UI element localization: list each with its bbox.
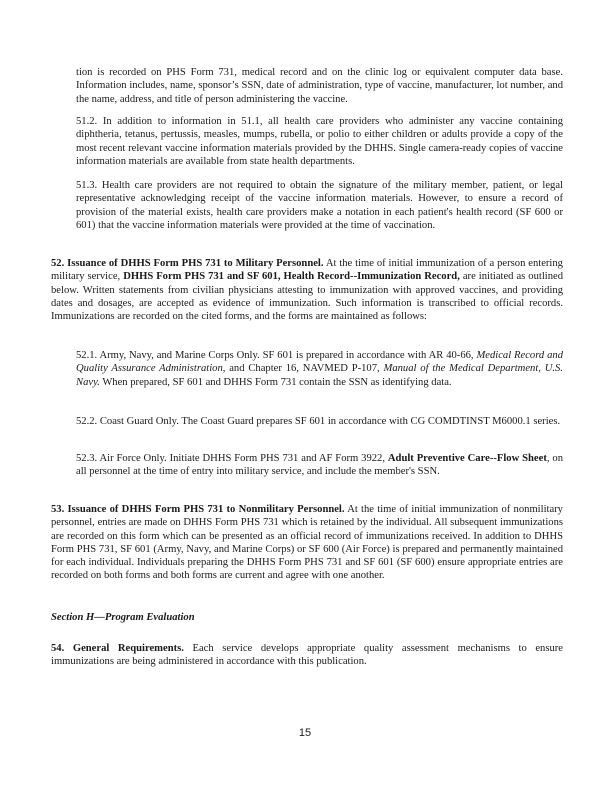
paragraph-heading: 54. General Requirements. [51,643,184,654]
paragraph-text: At the time of initial immunization of nonmilitary personnel, entries are made on DHHS Form PHS 731 which is retained by the individual. All subsequent immunizations are recorded on this form which can be presented as an official record of immunizations received. In addition to DHHS Form PHS 731, SF 601 (Army, Navy, and Marine Corps) or SF 600 (Air Force) is prepared and permanently maintained for each individual. Individuals preparing the DHHS Form PHS 731 and SF 601 (SF 600) ensure appropriate entries are recorded on both forms and both forms are current and agree with one another. [51,504,563,582]
form-name: Adult Preventive Care--Flow Sheet [387,453,547,464]
form-names: DHHS Form PHS 731 and SF 601, Health Record--Immunization Record, [123,271,460,283]
paragraph-51-2 [76,115,563,168]
paragraph-text: are initiated as outlined below. Written statements from civilian physicians attesting to immunization with approved vaccines, and providing dates and dosages, are accepted as evidence of immunization. Such information is transcribed to official records. Immunizations are recorded on the cited forms, and the forms are maintained as follows: [51,271,564,323]
paragraph-heading: 52. Issuance of DHHS Form PHS 731 to Military Personnel. [51,258,324,269]
continuation-paragraph [76,66,563,106]
paragraph-53 [51,503,563,583]
paragraph-text: Coast Guard Only. The Coast Guard prepares SF 601 in accordance with CG COMDTINST M6000.1 series. [99,416,561,427]
paragraph-text: , and Chapter 16, NAVMED P-107, [222,363,380,375]
paragraph-52-3 [76,452,563,479]
paragraph-number: 52.2. [76,416,98,427]
paragraph-text: Army, Navy, and Marine Corps Only. SF 601 is prepared in accordance with AR 40-66, [99,350,474,361]
paragraph-number: 51.2. [76,116,98,127]
paragraph-52 [51,257,563,323]
paragraph-text: When prepared, SF 601 and DHHS Form 731 contain the SSN as identifying data. [102,376,452,388]
paragraph-text: Health care providers are not required to obtain the signature of the military member, patient, or legal representative acknowledging receipt of the vaccine information materials. However, to ensure a record of provision of the material exists, health care providers make a notation in each patient's health record (SF 600 or 601) that the vaccine information materials were provided at the time of vaccination. [76,180,563,231]
paragraph-heading: 53. Issuance of DHHS Form PHS 731 to Nonmilitary Personnel. [51,504,345,515]
paragraph-text: tion is recorded on PHS Form 731, medical record and on the clinic log or equivalent computer data base. Information includes, name, sponsor’s SSN, date of administration, type of vaccine, manufacturer, lot number, and the name, address, and title of person administering the vaccine. [76,67,563,105]
paragraph-number: 52.3. [76,453,98,464]
paragraph-54 [51,642,563,669]
section-title: Section H—Program Evaluation [51,612,195,623]
page-number: 15 [298,727,312,739]
paragraph-text: Each service develops appropriate quality assessment mechanisms to ensure immunizations are being administered in accordance with this publication. [51,643,563,668]
publication-title: Medical Record and Quality Assurance Administration [76,350,563,375]
paragraph-51-3 [76,179,563,232]
paragraph-number: 51.3. [76,180,98,191]
paragraph-52-2 [76,415,563,428]
paragraph-52-1 [76,349,563,389]
paragraph-text: , on all personnel at the time of entry into military service, and include the member's SSN. [76,453,564,478]
paragraph-text: At the time of initial immunization of a person entering military service, [51,258,563,283]
paragraph-text: Air Force Only. Initiate DHHS Form PHS 731 and AF Form 3922, [99,453,385,464]
paragraph-text: In addition to information in 51.1, all health care providers who administer any vaccine containing diphtheria, tetanus, pertussis, measles, mumps, rubella, or polio to either children or adults provide a copy of the most recent relevant vaccine information materials provided by the DHHS. Single camera-ready copies of vaccine information materials are available from state health departments. [76,116,563,167]
paragraph-number: 52.1. [76,350,98,361]
publication-title: Manual of the Medical Department, U.S. Navy. [76,363,563,388]
